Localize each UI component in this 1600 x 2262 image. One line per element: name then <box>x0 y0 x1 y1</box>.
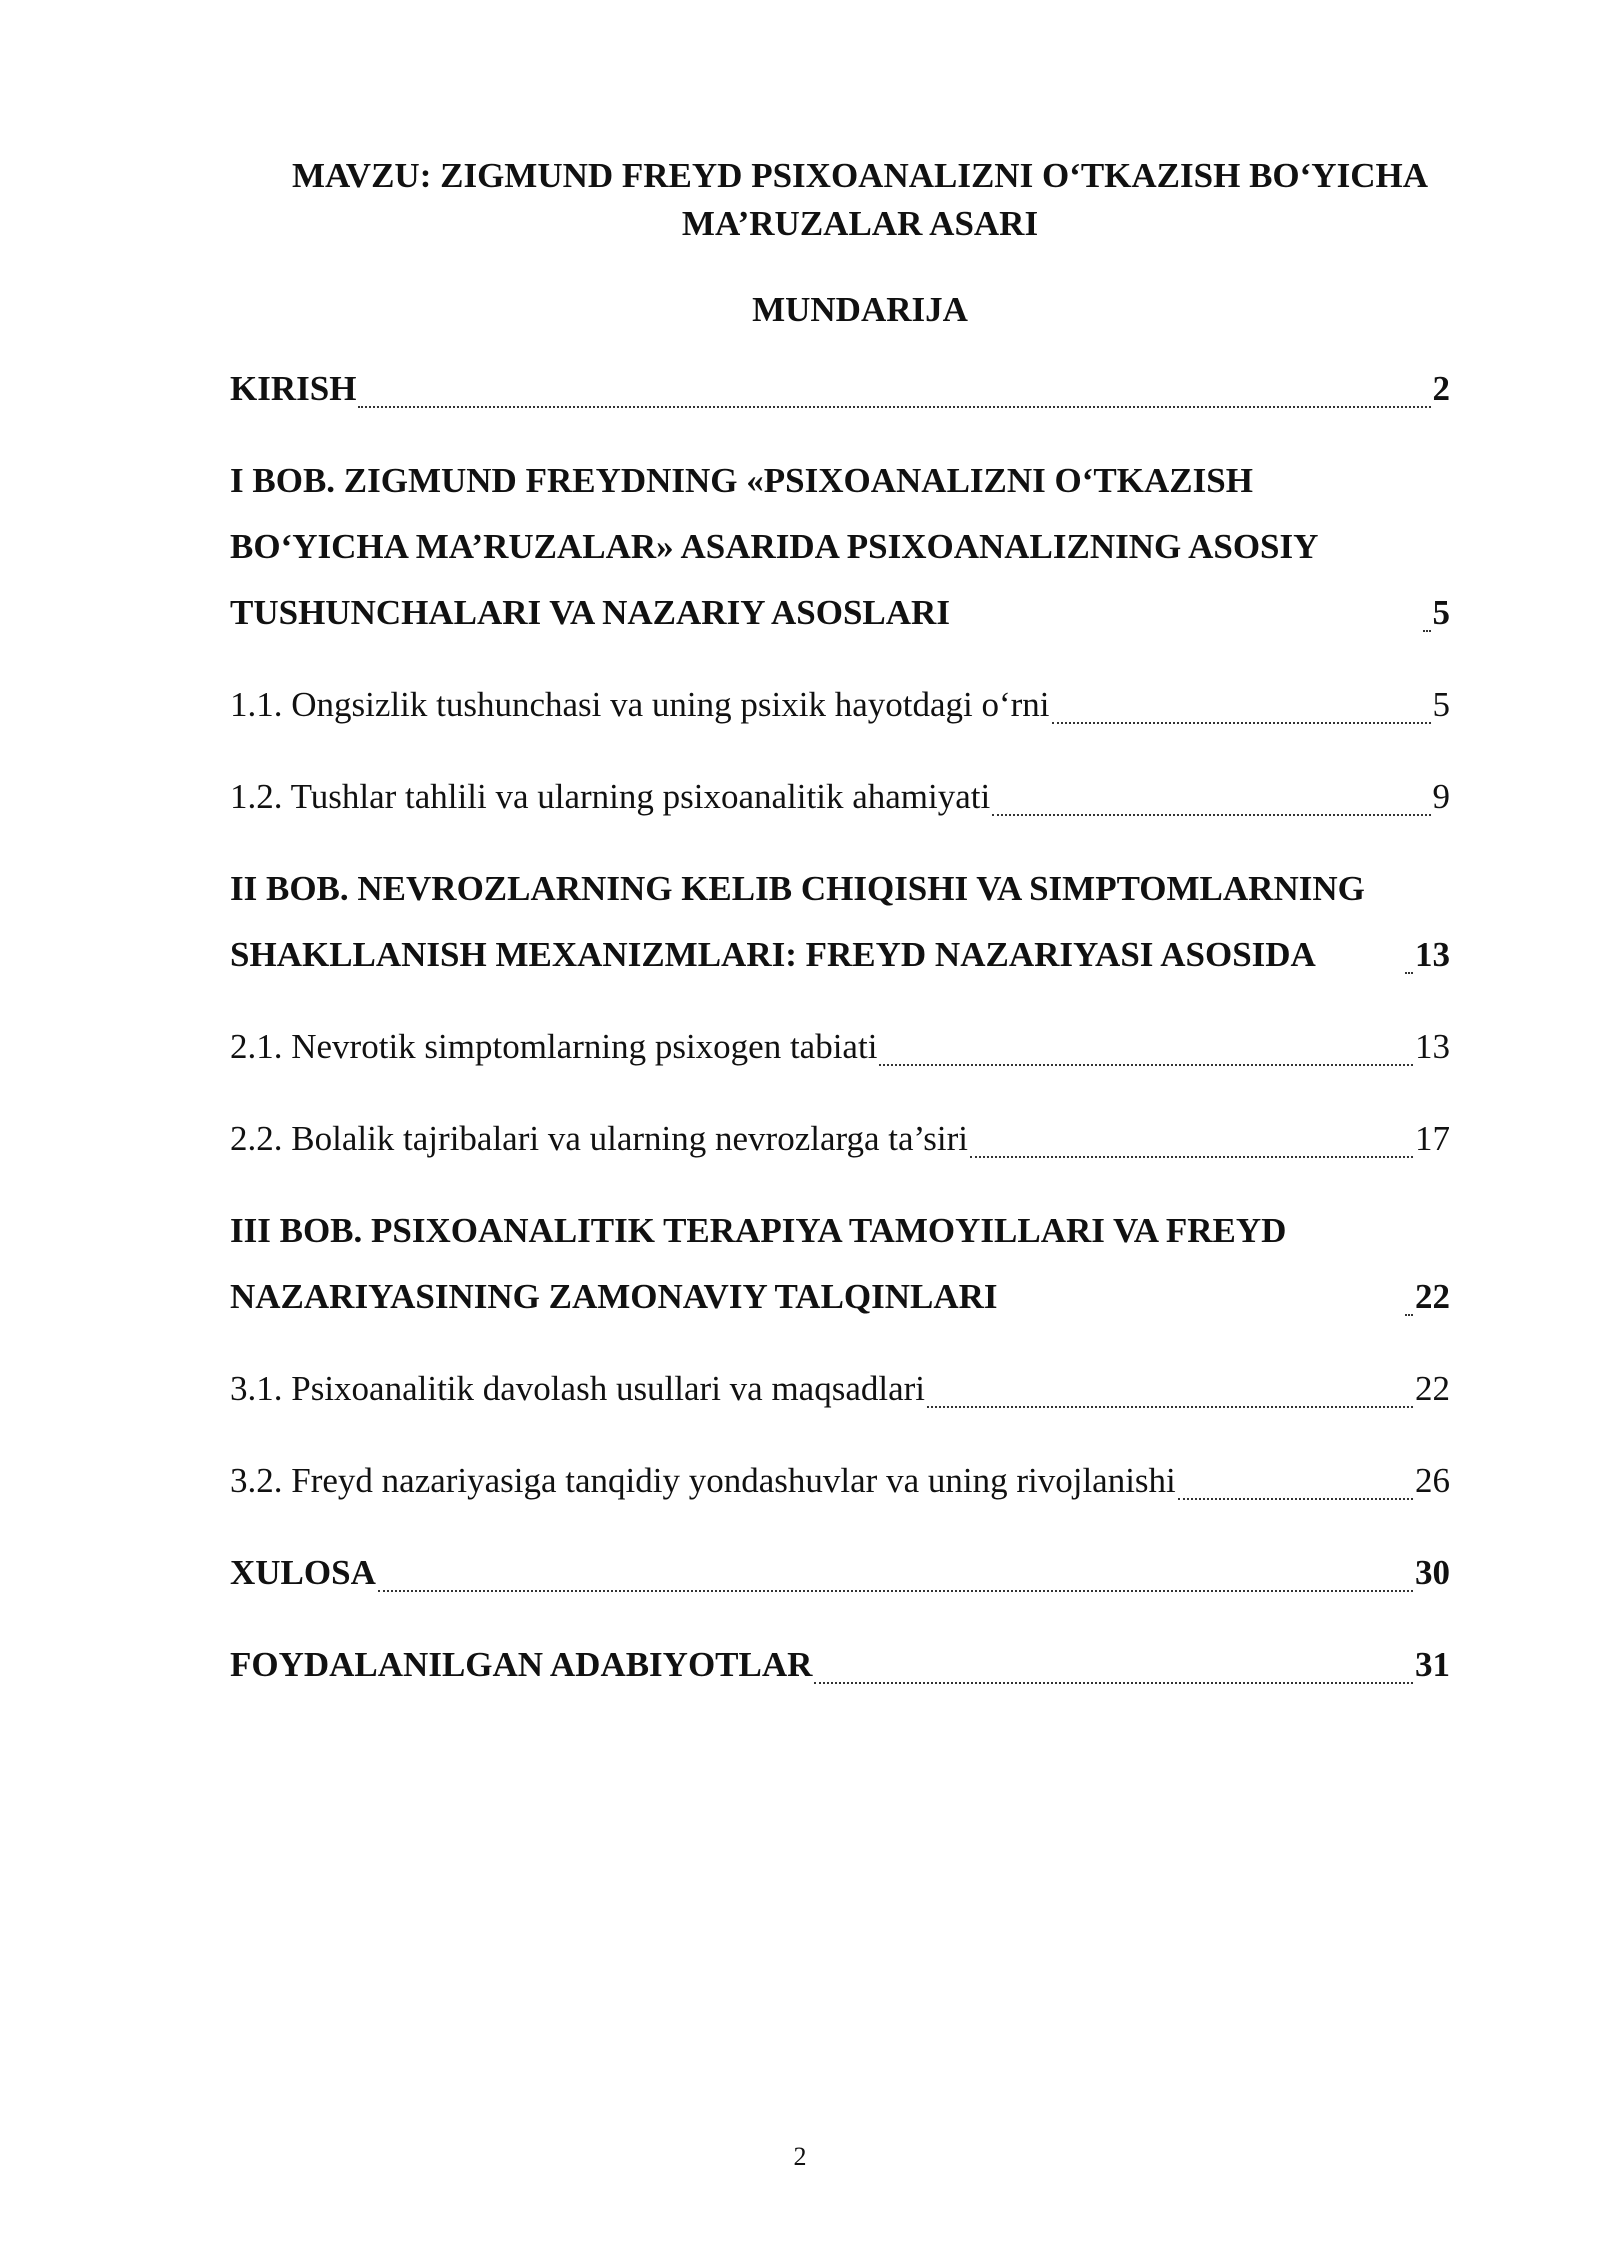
toc-entry-page: 9 <box>1432 777 1450 816</box>
toc-entry-title: I BOB. ZIGMUND FREYDNING «PSIXOANALIZNI O‘TKAZISH BO‘YICHA MA’RUZALAR» ASARIDA PSIXOANALIZNING ASOSIY TUSHUNCHALARI VA NAZARIY ASOSLARI <box>230 461 1318 632</box>
toc-entry-page: 22 <box>1415 1369 1450 1408</box>
toc-entry-title: 3.1. Psixoanalitik davolash usullari va maqsadlari <box>230 1369 926 1408</box>
toc-entry[interactable] <box>230 448 1450 646</box>
toc-entry-page: 26 <box>1415 1461 1450 1500</box>
toc-entry-title: III BOB. PSIXOANALITIK TERAPIYA TAMOYILLARI VA FREYD NAZARIYASINING ZAMONAVIY TALQINLARI <box>230 1211 1287 1316</box>
toc-entry[interactable] <box>230 856 1450 988</box>
toc-entry[interactable] <box>230 672 1450 738</box>
toc-entry[interactable] <box>230 1448 1450 1514</box>
dot-leader <box>1178 1498 1413 1500</box>
toc-entry[interactable] <box>230 1356 1450 1422</box>
toc-entry[interactable] <box>230 1198 1450 1330</box>
dot-leader <box>879 1064 1413 1066</box>
toc-entry-page: 5 <box>1432 593 1450 632</box>
toc-entry-page: 13 <box>1415 935 1450 974</box>
dot-leader <box>992 814 1430 816</box>
toc-entry-page: 22 <box>1415 1277 1450 1316</box>
toc-entry-title: 1.2. Tushlar tahlili va ularning psixoanalitik ahamiyati <box>230 777 991 816</box>
dot-leader <box>1405 972 1413 974</box>
dot-leader <box>1405 1314 1413 1316</box>
toc-entry[interactable] <box>230 1106 1450 1172</box>
page-number: 2 <box>793 2142 807 2171</box>
toc-entry-title: II BOB. NEVROZLARNING KELIB CHIQISHI VA SIMPTOMLARNING SHAKLLANISH MEXANIZMLARI: FREYD NAZARIYASI ASOSIDA <box>230 869 1365 974</box>
toc-entry-page: 2 <box>1432 369 1450 408</box>
toc-entry[interactable] <box>230 764 1450 830</box>
dot-leader <box>927 1406 1413 1408</box>
dot-leader <box>1423 630 1431 632</box>
toc-entry-page: 17 <box>1415 1119 1450 1158</box>
dot-leader <box>1052 722 1431 724</box>
dot-leader <box>970 1156 1413 1158</box>
toc-heading: MUNDARIJA <box>752 290 968 329</box>
toc-entry-page: 5 <box>1432 685 1450 724</box>
toc-entry-title: KIRISH <box>230 369 357 408</box>
dot-leader <box>378 1590 1413 1592</box>
dot-leader <box>358 406 1430 408</box>
toc-entry[interactable] <box>230 1632 1450 1698</box>
document-title: MAVZU: ZIGMUND FREYD PSIXOANALIZNI O‘TKAZISH BO‘YICHA MA’RUZALAR ASARI <box>292 156 1428 243</box>
dot-leader <box>814 1682 1413 1684</box>
toc-entry-page: 13 <box>1415 1027 1450 1066</box>
toc-entry-page: 30 <box>1415 1553 1450 1592</box>
toc-entry-title: 2.2. Bolalik tajribalari va ularning nevrozlarga ta’siri <box>230 1119 969 1158</box>
toc-entry-title: 1.1. Ongsizlik tushunchasi va uning psixik hayotdagi o‘rni <box>230 685 1050 724</box>
toc-entry[interactable] <box>230 356 1450 422</box>
toc-entry-title: 3.2. Freyd nazariyasiga tanqidiy yondashuvlar va uning rivojlanishi <box>230 1461 1176 1500</box>
toc-entry-title: FOYDALANILGAN ADABIYOTLAR <box>230 1645 813 1684</box>
toc-entry-title: 2.1. Nevrotik simptomlarning psixogen tabiati <box>230 1027 878 1066</box>
table-of-contents <box>230 356 1450 1724</box>
toc-entry[interactable] <box>230 1014 1450 1080</box>
toc-entry-page: 31 <box>1415 1645 1450 1684</box>
toc-entry-title: XULOSA <box>230 1553 376 1592</box>
toc-entry[interactable] <box>230 1540 1450 1606</box>
